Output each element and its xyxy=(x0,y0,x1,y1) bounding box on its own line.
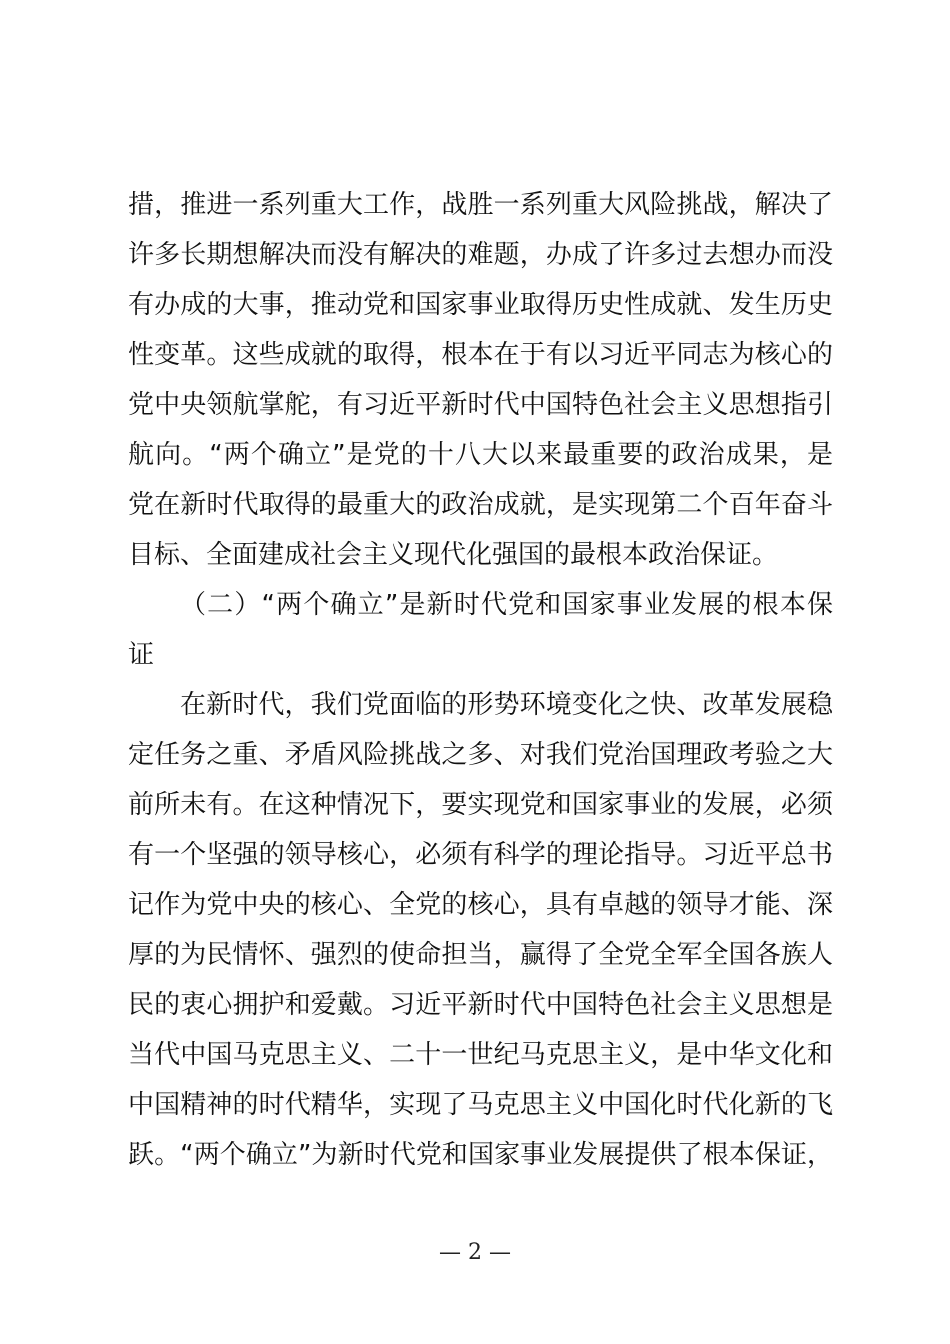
paragraph-line: 航向。“两个确立”是党的十八大以来最重要的政治成果，是 xyxy=(128,440,833,470)
paragraph-line: 有办成的大事，推动党和国家事业取得历史性成就、发生历史 xyxy=(128,290,833,320)
paragraph-line: 许多长期想解决而没有解决的难题，办成了许多过去想办而没 xyxy=(128,240,833,270)
paragraph-line: 前所未有。在这种情况下，要实现党和国家事业的发展，必须 xyxy=(128,790,833,820)
paragraph-line: 目标、全面建成社会主义现代化强国的最根本政治保证。 xyxy=(128,540,779,570)
paragraph-line: 定任务之重、矛盾风险挑战之多、对我们党治国理政考验之大 xyxy=(128,740,833,770)
page-number: — 2 — xyxy=(439,1240,511,1265)
paragraph-line: 党中央领航掌舵，有习近平新时代中国特色社会主义思想指引 xyxy=(128,390,833,420)
paragraph-line: 党在新时代取得的最重大的政治成就，是实现第二个百年奋斗 xyxy=(128,490,833,520)
paragraph-line: 在新时代，我们党面临的形势环境变化之快、改革发展稳 xyxy=(180,690,833,720)
paragraph-line: 民的衷心拥护和爱戴。习近平新时代中国特色社会主义思想是 xyxy=(128,990,833,1020)
paragraph-line: 措，推进一系列重大工作，战胜一系列重大风险挑战，解决了 xyxy=(128,190,833,220)
paragraph-line: 有一个坚强的领导核心，必须有科学的理论指导。习近平总书 xyxy=(128,840,833,870)
paragraph-line: 记作为党中央的核心、全党的核心，具有卓越的领导才能、深 xyxy=(128,890,833,920)
paragraph-line: 中国精神的时代精华，实现了马克思主义中国化时代化新的飞 xyxy=(128,1090,833,1120)
paragraph-line: 跃。“两个确立”为新时代党和国家事业发展提供了根本保证， xyxy=(128,1140,833,1170)
body-text xyxy=(128,180,833,1180)
paragraph-line: 当代中国马克思主义、二十一世纪马克思主义，是中华文化和 xyxy=(128,1040,833,1070)
paragraph-line: 厚的为民情怀、强烈的使命担当，赢得了全党全军全国各族人 xyxy=(128,940,833,970)
section-heading-line: 证 xyxy=(128,640,155,670)
section-heading-line: （二）“两个确立”是新时代党和国家事业发展的根本保 xyxy=(180,590,833,620)
paragraph-line: 性变革。这些成就的取得，根本在于有以习近平同志为核心的 xyxy=(128,340,833,370)
